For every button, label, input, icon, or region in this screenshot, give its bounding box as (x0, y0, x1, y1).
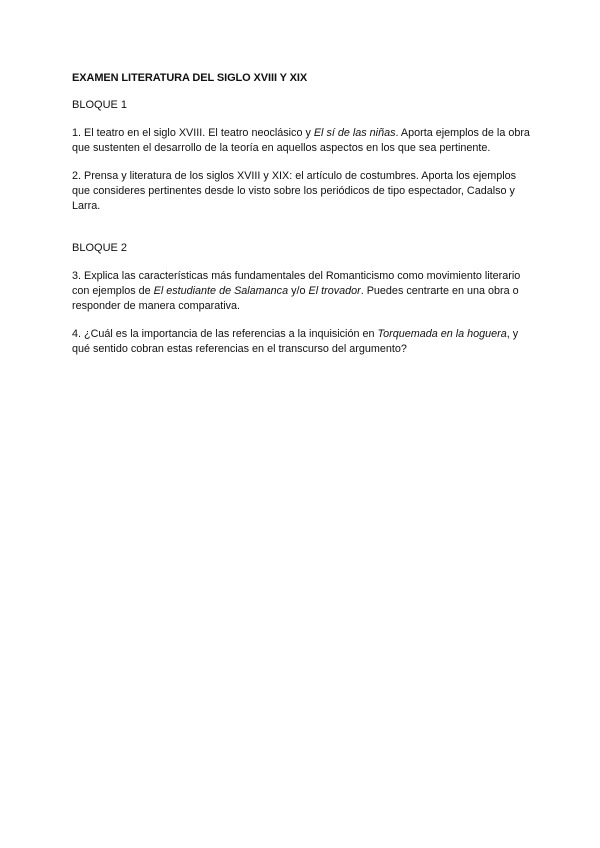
block-spacer (72, 227, 532, 242)
question-1 (72, 126, 532, 156)
question-4 (72, 327, 532, 357)
question-3-work-title-2: El trovador (308, 285, 361, 297)
question-3-text-end: . Puedes centrarte en una obra o responder de manera comparativa. (72, 285, 519, 312)
question-3-text-start: 3. Explica las características más fundamentales del Romanticismo como movimiento literario con ejemplos de (72, 270, 521, 297)
question-1-text-start: 1. El teatro en el siglo XVIII. El teatro neoclásico y (72, 127, 314, 139)
question-1-work-title: El sí de las niñas (313, 127, 396, 139)
question-4-work-title: Torquemada en la hoguera (377, 328, 507, 340)
question-3-work-title-1: El estudiante de Salamanca (153, 285, 289, 297)
block-2-heading: BLOQUE 2 (72, 242, 128, 254)
question-4-text-start: 4. ¿Cuál es la importancia de las referencias a la inquisición en (72, 328, 378, 340)
exam-title: EXAMEN LITERATURA DEL SIGLO XVIII Y XIX (72, 72, 308, 84)
question-3 (72, 269, 532, 314)
question-4-text-end: , y qué sentido cobran estas referencias en el transcurso del argumento? (72, 328, 519, 355)
question-1-text-end: . Aporta ejemplos de la obra que sustenten el desarrollo de la teoría en aquellos aspectos en los que sea pertinente. (72, 127, 530, 154)
block-1-heading: BLOQUE 1 (72, 99, 128, 111)
question-2: 2. Prensa y literatura de los siglos XVIII y XIX: el artículo de costumbres. Aporta los ejemplos que consideres pertinentes desde lo visto sobre los periódicos de tipo espectador, Cadalso y Larra. (72, 170, 517, 212)
question-3-text-middle: y/o (288, 285, 309, 297)
exam-document (72, 72, 532, 370)
